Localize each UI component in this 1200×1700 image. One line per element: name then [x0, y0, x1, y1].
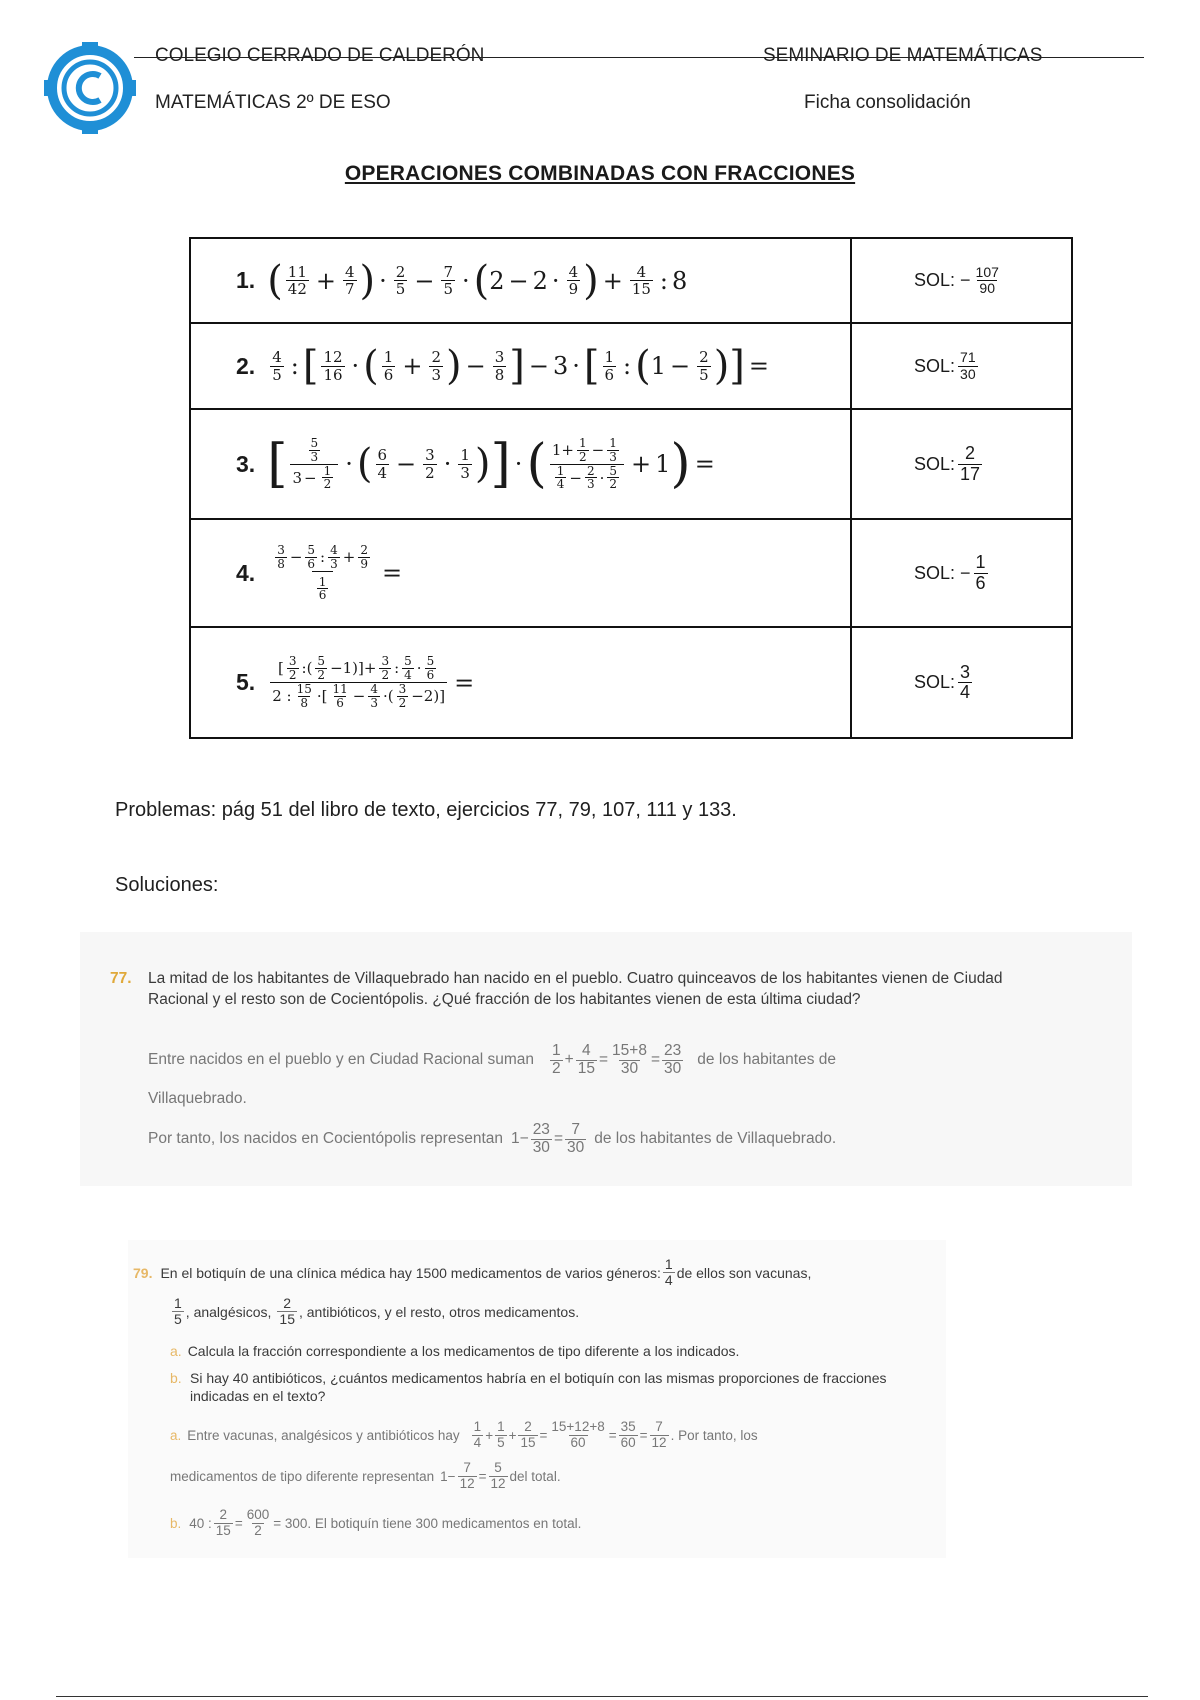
footer-rule	[56, 1696, 1148, 1697]
solution-text: = 300. El botiquín tiene 300 medicamentos en total.	[273, 1515, 582, 1531]
problem-77-statement-block	[110, 968, 1010, 1010]
problem-statement: En el botiquín de una clínica médica hay 1500 medicamentos de varios géneros:	[160, 1264, 661, 1281]
school-name: COLEGIO CERRADO DE CALDERÓN	[155, 45, 485, 66]
item-text: Si hay 40 antibióticos, ¿cuántos medicamentos habría en el botiquín con las mismas proporciones de fracciones indicadas en el texto?	[190, 1370, 887, 1404]
problem-77-solution-line-1-cont: Villaquebrado.	[148, 1090, 247, 1107]
solution-text: Por tanto, los nacidos en Cocientópolis representan	[148, 1130, 503, 1148]
exercise-solution-3	[851, 409, 1072, 519]
item-text: Calcula la fracción correspondiente a los medicamentos de tipo diferente a los indicados.	[187, 1343, 740, 1359]
exercise-expression-3: 3. [ 5 3 3 − $\frac{1}{2}$ · ( 6 4 − $\frac{3}{2}$ · 1 3 ) ] · ( 1+ 1 2 − 1 3 1 4 − 2 3 · 5 2 + 1 ) =	[190, 409, 851, 519]
exercise-number: 1.	[236, 267, 256, 293]
solution-numerator: 71	[960, 349, 976, 366]
exercise-solution-5	[851, 627, 1072, 738]
solution-denominator: 4	[960, 682, 971, 702]
solution-label: SOL:	[914, 672, 956, 692]
item-label: b.	[170, 1515, 182, 1531]
exercise-table	[189, 237, 1073, 739]
problem-79-solution-a-cont: medicamentos de tipo diferente representan 1− 7 12 = 5 12 del total.	[170, 1460, 561, 1491]
exercise-number: 3.	[236, 450, 256, 477]
solution-numerator: 1	[975, 552, 986, 573]
solution-denominator: 17	[960, 463, 981, 484]
exercise-expression-2: 2. 4 5 : [ 12 16 · ( 1 6 + $\frac{2}{3}$ ) − $\frac{3}{8}$ ] − 3 · [ 1 6 : ( 1 − $\frac{2}{5}$ ) ] =	[190, 323, 851, 409]
solution-numerator: 107	[975, 263, 999, 280]
solution-text: de los habitantes de Villaquebrado.	[594, 1130, 837, 1148]
exercise-row-2	[190, 323, 1072, 409]
problem-statement: , analgésicos,	[185, 1303, 272, 1320]
exercise-number: 4.	[236, 559, 256, 586]
solution-text: . Por tanto, los	[670, 1427, 758, 1443]
solution-label: SOL:	[914, 453, 956, 474]
problem-79-solution-a: a. Entre vacunas, analgésicos y antibióticos hay 1 4 + 1 5 + 2 15 = 15+12+8 60 = 35 60 = 7 12 . Por tanto, los	[170, 1419, 758, 1450]
exercise-number: 5.	[236, 669, 256, 695]
problem-77-solution-line-1: Entre nacidos en el pueblo y en Ciudad Racional suman 1 2 + 4 15 = 15+8 30 = 23 30 de los habitantes de	[148, 1042, 837, 1077]
solution-numerator: 2	[965, 443, 976, 464]
problem-79-box	[128, 1240, 946, 1558]
exercise-number: 2.	[236, 352, 256, 379]
solution-denominator: 6	[975, 572, 986, 593]
solution-label: SOL: −	[914, 562, 971, 583]
exercise-solution-1	[851, 238, 1072, 323]
page-title: OPERACIONES COMBINADAS CON FRACCIONES	[344, 162, 856, 185]
solution-denominator: 90	[979, 280, 995, 296]
solution-numerator: 3	[960, 661, 971, 682]
solution-text: medicamentos de tipo diferente representan	[170, 1468, 435, 1484]
problem-number: 77.	[110, 970, 132, 987]
school-logo	[42, 40, 138, 136]
course-name: MATEMÁTICAS 2º DE ESO	[155, 92, 391, 113]
problem-79-solution-b: b. 40 : 2 15 = $\frac{600}{2}$ = 300. El botiquín tiene 300 medicamentos en total.	[170, 1507, 582, 1538]
exercise-row-5	[190, 627, 1072, 738]
exercise-row-1	[190, 238, 1072, 323]
exercise-expression-1: 1. ( 11 42 + $\frac{4}{7}$ ) · 2 5 − $\frac{7}{5}$ · ( 2 − 2 · 4 9 ) + $\frac{4}{15}$ : 8	[190, 238, 851, 323]
exercise-solution-4	[851, 519, 1072, 627]
solution-denominator: 30	[960, 365, 976, 382]
problem-number: 79.	[133, 1264, 153, 1281]
sheet-type: Ficha consolidación	[804, 92, 971, 113]
seminar-name: SEMINARIO DE MATEMÁTICAS	[763, 45, 1043, 66]
item-label: a.	[170, 1427, 182, 1443]
solution-text: de los habitantes de	[697, 1051, 837, 1069]
problem-statement: La mitad de los habitantes de Villaquebrado han nacido en el pueblo. Cuatro quinceavos de los habitantes vienen de Ciudad Racional y el resto son de Cocientópolis. ¿Qué fracción de los habitantes vienen de esta última ciudad?	[148, 970, 1003, 1008]
exercise-solution-2	[851, 323, 1072, 409]
solutions-heading: Soluciones:	[115, 874, 219, 896]
problem-statement: , antibióticos, y el resto, otros medicamentos.	[298, 1303, 580, 1320]
problem-77-solution-line-2: Por tanto, los nacidos en Cocientópolis representan 1− 23 30 = 7 30 de los habitantes de Villaquebrado.	[148, 1121, 837, 1156]
solution-label: SOL: −	[914, 270, 971, 290]
problem-79-statement-line-1: 79. En el botiquín de una clínica médica hay 1500 medicamentos de varios géneros: 1 4 de ellos son vacunas,	[133, 1256, 812, 1289]
solution-text: Entre vacunas, analgésicos y antibióticos hay	[187, 1427, 460, 1443]
exercise-expression-5: 5. [ 3 2 :( 5 2 −1)]+ 3 2 : 5 4 · 5 6 2 : 15 8 ·[ 11 6 − 4 3 ·( 3 2 −2)] =	[190, 627, 851, 738]
problem-77-box	[80, 932, 1132, 1186]
solution-text: del total.	[509, 1468, 561, 1484]
exercise-row-4	[190, 519, 1072, 627]
exercise-row-3	[190, 409, 1072, 519]
problem-79-item-b	[170, 1369, 930, 1405]
exercise-expression-4: 4. 3 8 − 5 6 : 4 3 + 2 9 1 6 =	[190, 519, 851, 627]
solution-text: 40 :	[189, 1515, 212, 1531]
item-label: a.	[170, 1343, 182, 1359]
solution-text: Entre nacidos en el pueblo y en Ciudad Racional suman	[148, 1051, 535, 1069]
solution-label: SOL:	[914, 355, 956, 376]
problems-assignment: Problemas: pág 51 del libro de texto, ejercicios 77, 79, 107, 111 y 133.	[115, 799, 737, 821]
problem-79-item-a	[170, 1343, 930, 1359]
problem-79-statement-line-2: 1 5 , analgésicos, 2 15 , antibióticos, y el resto, otros medicamentos.	[174, 1295, 580, 1328]
item-label: b.	[170, 1370, 182, 1386]
problem-statement: de ellos son vacunas,	[676, 1264, 812, 1281]
